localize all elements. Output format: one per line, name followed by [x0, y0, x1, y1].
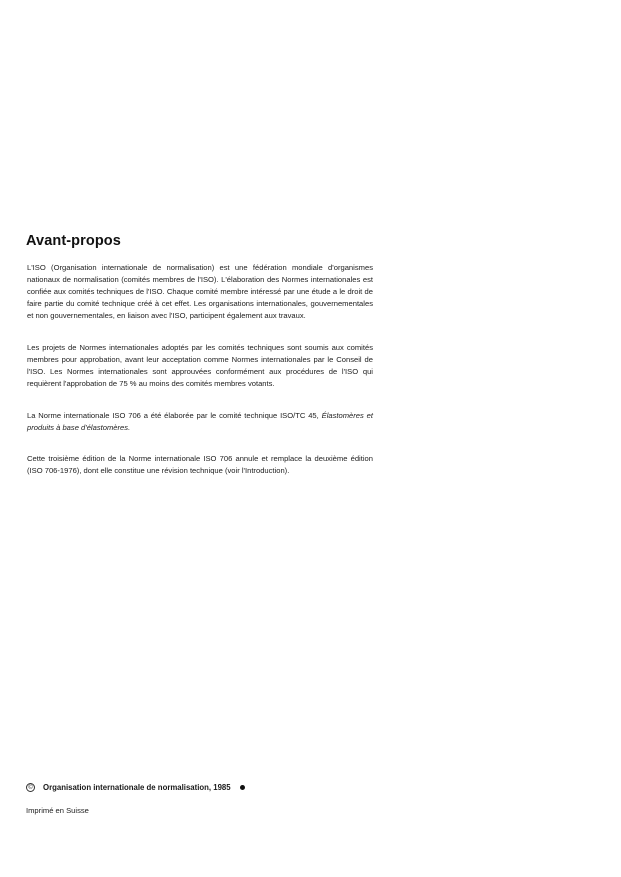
page-title: Avant-propos: [26, 233, 121, 249]
foreword-body: [27, 262, 373, 497]
bullet-icon: [240, 785, 245, 790]
paragraph-committee: [27, 410, 373, 434]
copyright-icon: ©: [26, 783, 35, 792]
paragraph-iso-intro: L'ISO (Organisation internationale de normalisation) est une fédération mondiale d'organismes nationaux de normalisation (comités membres de l'ISO). L'élaboration des Normes internationales est confiée aux comités techniques de l'ISO. Chaque comité membre intéressé par une étude a le droit de faire partie du comité technique créé à cet effet. Les organisations internationales, gouvernementales et non gouvernementales, en liaison avec l'ISO, participent également aux travaux.: [27, 263, 373, 320]
paragraph-approval: Les projets de Normes internationales adoptés par les comités techniques sont soumis aux comités membres pour approbation, avant leur acceptation comme Normes internationales par le Conseil de l'ISO. Les Normes internationales sont approuvées conformément aux procédures de l'ISO qui requièrent l'approbation de 75 % au moins des comités membres votants.: [27, 343, 373, 388]
paragraph-edition: Cette troisième édition de la Norme internationale ISO 706 annule et remplace la deuxième édition (ISO 706-1976), dont elle constitue une révision technique (voir l'Introduction).: [27, 454, 373, 475]
committee-title: Élastomères et produits à base d'élastomères.: [27, 411, 373, 432]
copyright-line: [26, 783, 426, 792]
printed-in: Imprimé en Suisse: [26, 806, 89, 815]
copyright-text: Organisation internationale de normalisation, 1985: [43, 783, 231, 792]
paragraph-committee-text: La Norme internationale ISO 706 a été élaborée par le comité technique ISO/TC 45,: [27, 411, 319, 420]
page-footer: [26, 783, 426, 815]
